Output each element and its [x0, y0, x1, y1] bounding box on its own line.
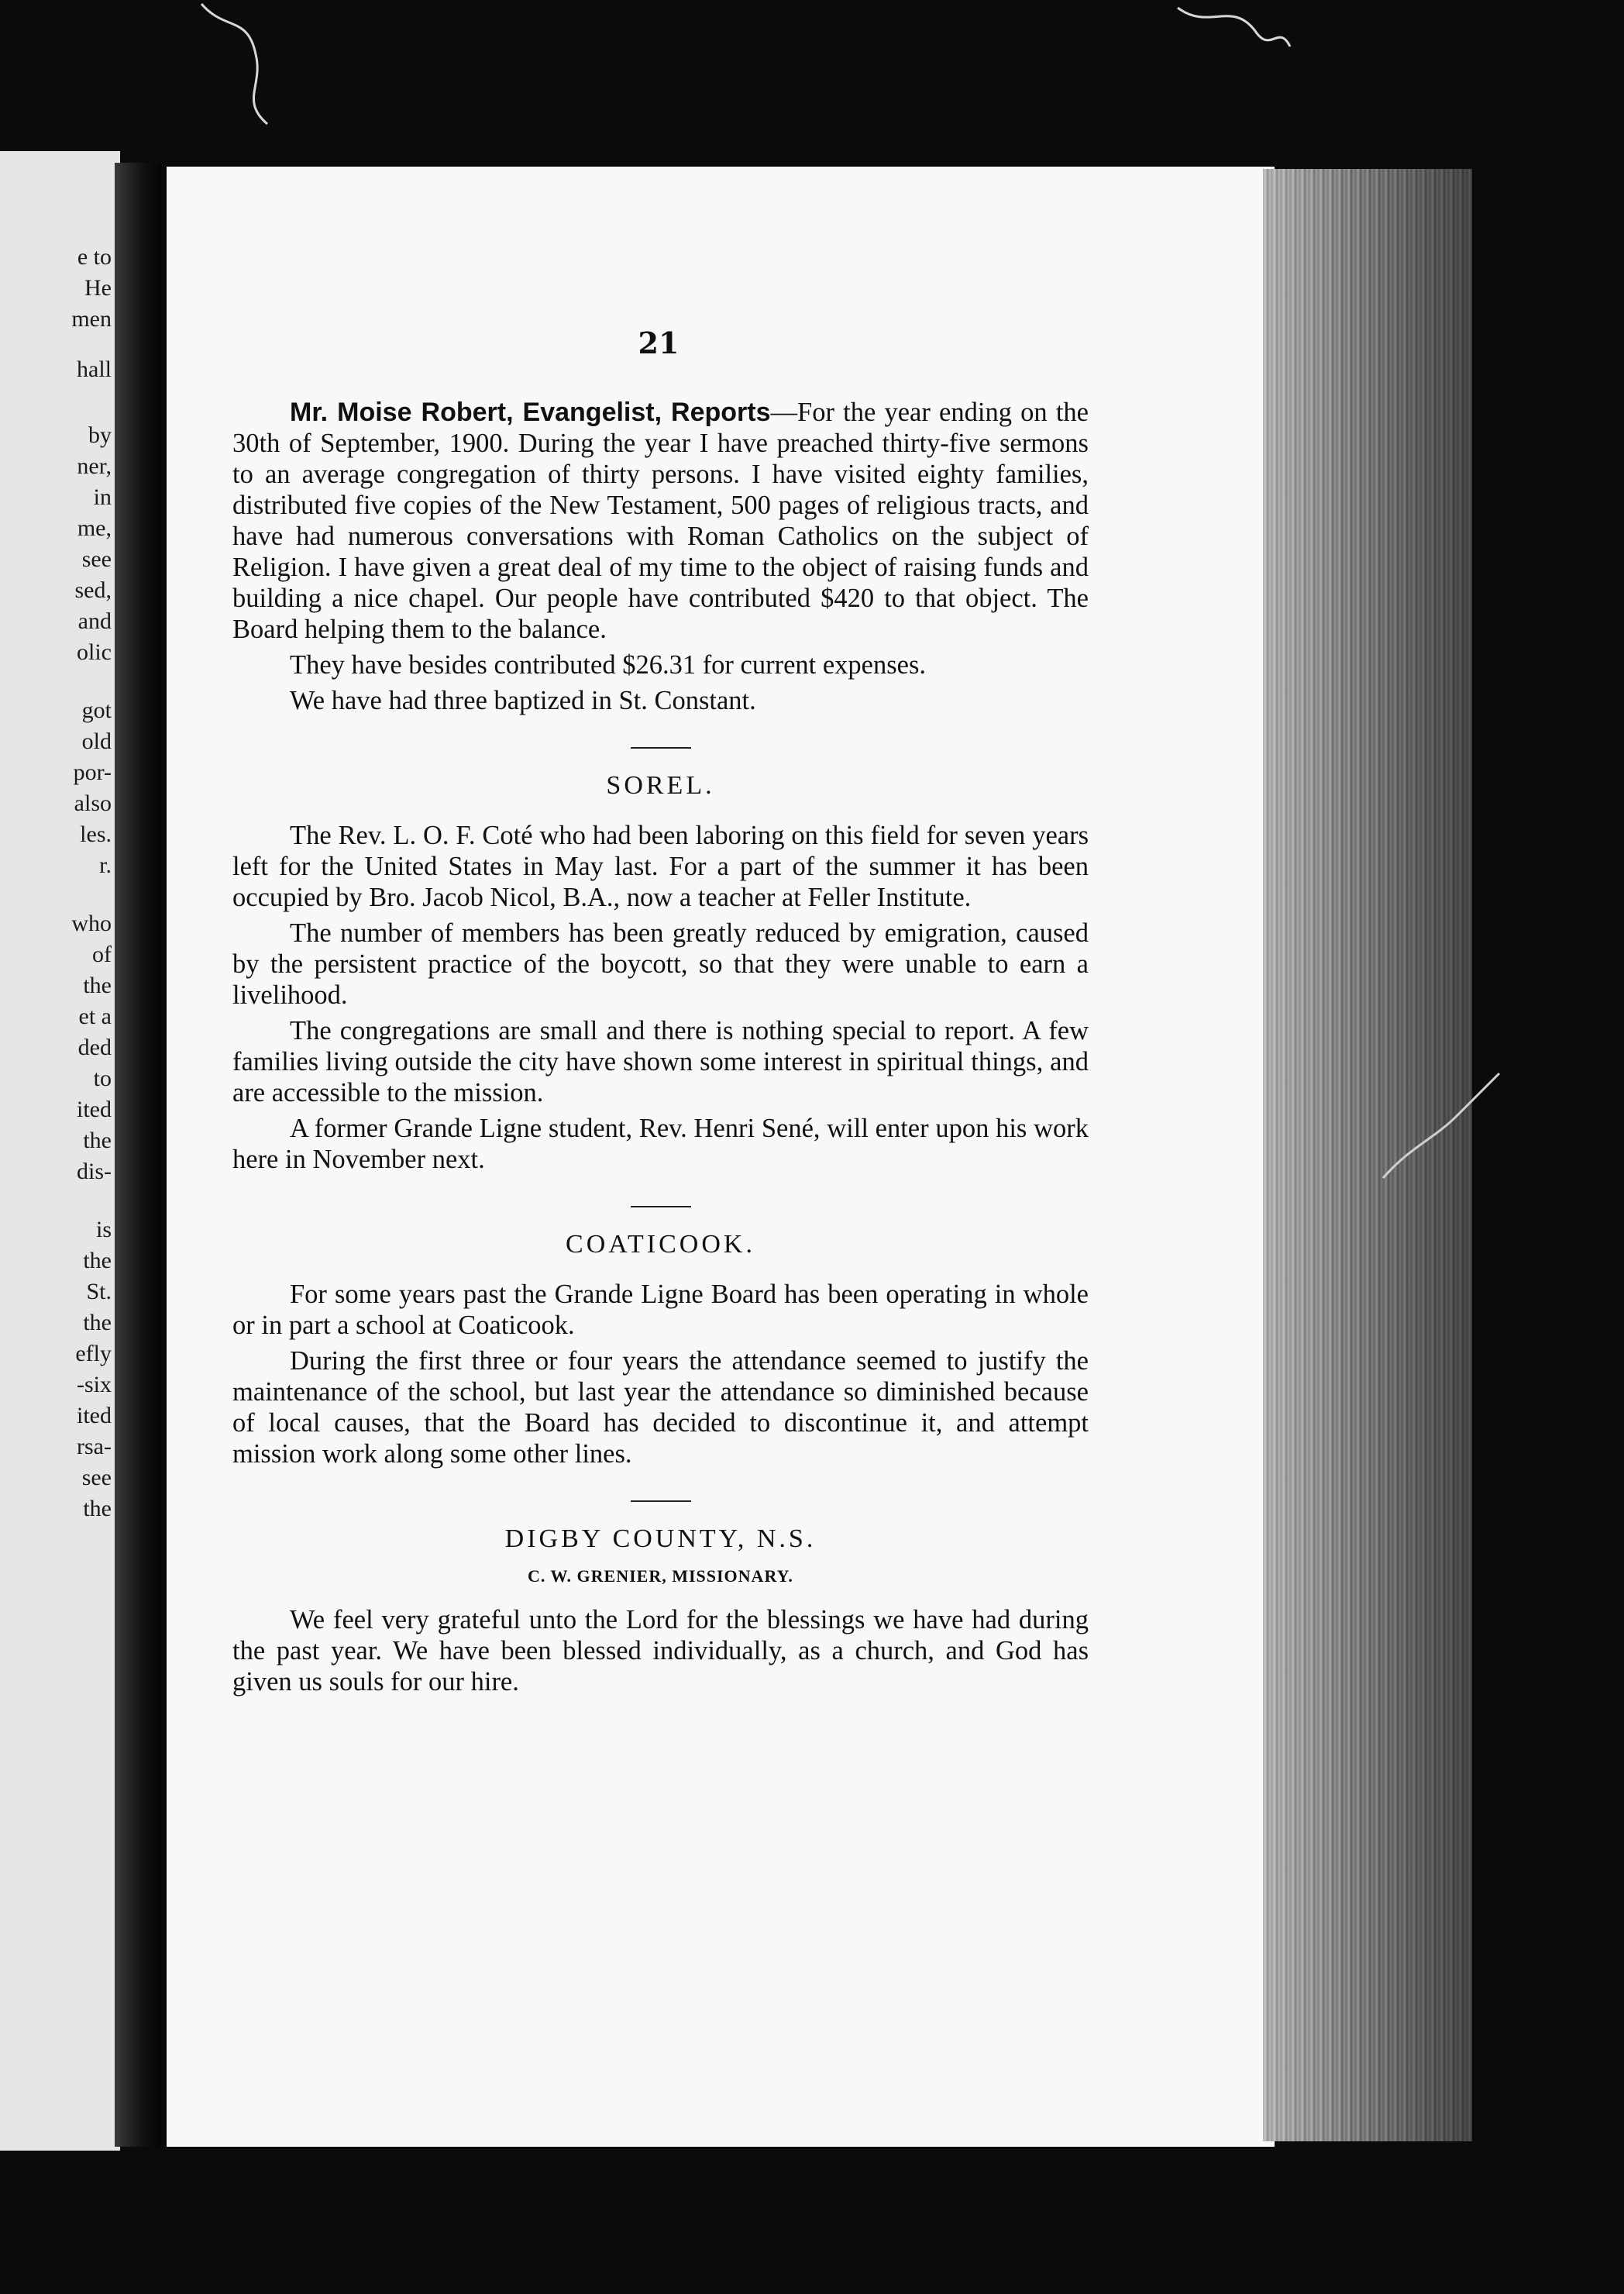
facing-page-line: got: [81, 698, 112, 723]
facing-page-line: hall: [77, 356, 112, 382]
report-paragraph: [232, 397, 1089, 645]
thread-fiber-right: [1162, 0, 1294, 70]
coaticook-paragraph: For some years past the Grande Ligne Board has been operating in whole or in part a school at Coaticook.: [232, 1280, 1089, 1340]
coaticook-paragraph: During the first three or four years the attendance seemed to justify the maintenance of the school, but last year the attendance so diminished because of local causes, that the Board has decided to discontinue it, and attempt mission work along some other lines.: [232, 1346, 1089, 1469]
thread-fiber-edge: [1379, 1070, 1503, 1186]
facing-page-line: and: [77, 608, 112, 634]
facing-page-line: por-: [73, 760, 112, 785]
report-expenses: They have besides contributed $26.31 for current expenses.: [290, 650, 927, 680]
facing-page-line: see: [81, 1465, 112, 1490]
facing-page-line: to: [93, 1066, 112, 1091]
facing-page-line: the: [83, 1248, 112, 1273]
facing-page-line: les.: [80, 822, 112, 847]
facing-page-line: of: [92, 942, 112, 967]
thread-fiber-top: [194, 0, 287, 132]
sorel-paragraph: The number of members has been greatly reduced by emigration, caused by the persistent practice of the boycott, so that they were unable to earn a livelihood.: [232, 918, 1089, 1010]
digby-subheading: C. W. GRENIER, MISSIONARY.: [528, 1566, 793, 1586]
report-lead: Mr. Moise Robert, Evangelist, Reports: [290, 398, 771, 427]
facing-page-line: r.: [99, 852, 112, 878]
facing-page-line: the: [83, 973, 112, 998]
facing-page-line: ited: [77, 1097, 112, 1122]
facing-page-line: the: [83, 1496, 112, 1521]
facing-page-line: who: [71, 911, 112, 936]
facing-page-line: He: [84, 275, 112, 301]
facing-page-line: is: [95, 1217, 112, 1242]
facing-page-line: the: [83, 1310, 112, 1335]
page-number: 21: [638, 326, 680, 360]
facing-page-line: e to: [77, 244, 112, 270]
sorel-heading: SOREL.: [606, 771, 715, 800]
report-baptisms: We have had three baptized in St. Constant.: [290, 686, 756, 715]
facing-page-line: -six: [77, 1372, 112, 1397]
facing-page-line: St.: [86, 1279, 112, 1304]
sorel-paragraph: A former Grande Ligne student, Rev. Henri Sené, will enter upon his work here in November next.: [232, 1114, 1089, 1174]
sorel-paragraph: The Rev. L. O. F. Coté who had been laboring on this field for seven years left for the United States in May last. For a part of the summer it has been occupied by Bro. Jacob Nicol, B.A., now a teacher at Feller Institute.: [232, 821, 1089, 912]
digby-paragraph: We feel very grateful unto the Lord for the blessings we have had during the past year. We have been blessed individually, as a church, and God has given us souls for our hire.: [232, 1605, 1089, 1696]
facing-page-line: dis-: [77, 1159, 112, 1184]
facing-page-line: efly: [75, 1341, 112, 1366]
facing-page-line: rsa-: [77, 1434, 112, 1459]
facing-page-line: the: [83, 1128, 112, 1153]
facing-page-line: ner,: [77, 453, 112, 479]
sorel-paragraph: The congregations are small and there is nothing special to report. A few families living outside the city have shown some interest in spiritual things, and are accessible to the mission.: [232, 1016, 1089, 1107]
facing-page-line: et a: [78, 1004, 112, 1029]
facing-page-line: sed,: [74, 577, 112, 603]
facing-page-line: ited: [77, 1403, 112, 1428]
facing-page-line: also: [74, 790, 112, 816]
digby-heading: DIGBY COUNTY, N.S.: [504, 1524, 817, 1553]
facing-page-line: by: [88, 422, 112, 448]
facing-page-line: men: [71, 306, 112, 332]
coaticook-heading: COATICOOK.: [566, 1230, 755, 1259]
facing-page-line: me,: [77, 515, 112, 541]
facing-page-line: ded: [77, 1035, 112, 1060]
facing-page-line: olic: [77, 639, 112, 665]
facing-page-line: see: [81, 546, 112, 572]
facing-page: [0, 151, 120, 2151]
report-body: —For the year ending on the 30th of September, 1900. During the year I have preached thirty-five sermons to an average congregation of thirty persons. I have visited eighty families, distributed five copies of the New Testament, 500 pages of religious tracts, and have had numerous conversations with Roman Catholics on the subject of Religion. I have given a great deal of my time to the object of raising funds and building a nice chapel. Our people have contributed $420 to that object. The Board helping them to the balance.: [232, 398, 1089, 644]
text-column: [232, 397, 1089, 1702]
book-gutter: [115, 163, 161, 2147]
facing-page-line: in: [93, 484, 112, 510]
facing-page-line: old: [81, 728, 112, 754]
